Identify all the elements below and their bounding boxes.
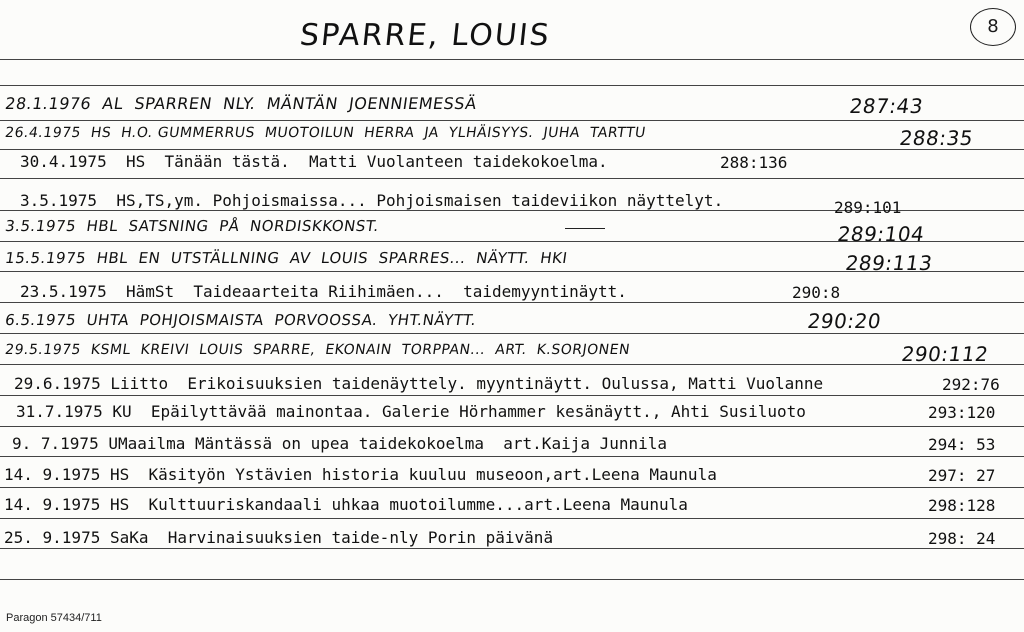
card-entry-15: 25. 9.1975 SaKa Harvinaisuuksien taide-nly Porin päivänä <box>4 528 554 547</box>
ruled-line <box>0 333 1024 334</box>
entry-ref-4: 289:101 <box>834 198 902 217</box>
card-entry-11: 31.7.1975 KU Epäilyttävää mainontaa. Galerie Hörhammer kesänäytt., Ahti Susiluoto <box>16 402 806 421</box>
card-entry-3: 30.4.1975 HS Tänään tästä. Matti Vuolanteen taidekokoelma. <box>20 152 608 171</box>
entry-ref-8: 290:20 <box>806 309 883 333</box>
ruled-line <box>0 85 1024 86</box>
card-entry-4: 3.5.1975 HS,TS,ym. Pohjoismaissa... Pohjoismaisen taideviikon näyttelyt. <box>20 191 724 210</box>
ruled-line <box>0 518 1024 519</box>
entry-ref-9: 290:112 <box>900 342 990 366</box>
ruled-line <box>0 395 1024 396</box>
card-entry-12: 9. 7.1975 UMaailma Mäntässä on upea taidekokoelma art.Kaija Junnila <box>12 434 668 453</box>
ruled-line <box>0 548 1024 549</box>
entry-ref-1: 287:43 <box>848 94 925 118</box>
card-entry-5: 3.5.1975 HBL SATSNING PÅ NORDISKKONST. <box>4 217 381 235</box>
entry-ref-6: 289:113 <box>844 251 934 275</box>
card-title: SPARRE, LOUIS <box>298 18 553 53</box>
entry-ref-14: 298:128 <box>928 496 996 515</box>
entry-ref-7: 290:8 <box>792 283 841 302</box>
entry-ref-12: 294: 53 <box>928 435 996 454</box>
ruled-line <box>0 456 1024 457</box>
card-entry-6: 15.5.1975 HBL EN UTSTÄLLNING AV LOUIS SPARRES... NÄYTT. HKI <box>4 249 569 267</box>
entry-ref-3: 288:136 <box>720 153 788 172</box>
card-entry-8: 6.5.1975 UHTA POHJOISMAISTA PORVOOSSA. YHT.NÄYTT. <box>4 311 478 329</box>
card-entry-9: 29.5.1975 KSML KREIVI LOUIS SPARRE, EKONAIN TORPPAN... ART. K.SORJONEN <box>4 342 632 358</box>
entry-ref-11: 293:120 <box>928 403 996 422</box>
card-entry-7: 23.5.1975 HämSt Taideaarteita Riihimäen... taidemyyntinäytt. <box>20 282 627 301</box>
entry-ref-2: 288:35 <box>898 126 975 150</box>
entry-ref-10: 292:76 <box>942 375 1000 394</box>
card-entry-13: 14. 9.1975 HS Käsityön Ystävien historia kuuluu museoon,art.Leena Maunula <box>4 465 717 484</box>
card-entry-10: 29.6.1975 Liitto Erikoisuuksien taidenäyttely. myyntinäytt. Oulussa, Matti Vuolanne <box>14 374 824 393</box>
ruled-line <box>0 120 1024 121</box>
card-number-circle: 8 <box>970 8 1016 46</box>
ruled-line <box>0 149 1024 150</box>
dash-mark <box>565 228 605 229</box>
card-footer: Paragon 57434/711 <box>6 612 102 624</box>
ruled-line <box>0 364 1024 365</box>
ruled-line <box>0 426 1024 427</box>
ruled-line <box>0 487 1024 488</box>
entry-ref-13: 297: 27 <box>928 466 996 485</box>
card-entry-2: 26.4.1975 HS H.O. GUMMERRUS MUOTOILUN HERRA JA YLHÄISYYS. JUHA TARTTU <box>4 125 647 141</box>
ruled-line <box>0 178 1024 179</box>
card-entry-1: 28.1.1976 AL SPARREN NLY. MÄNTÄN JOENNIEMESSÄ <box>4 94 479 113</box>
ruled-line <box>0 59 1024 60</box>
ruled-line <box>0 302 1024 303</box>
card-entry-14: 14. 9.1975 HS Kulttuuriskandaali uhkaa muotoilumme...art.Leena Maunula <box>4 495 688 514</box>
entry-ref-5: 289:104 <box>836 222 926 246</box>
entry-ref-15: 298: 24 <box>928 529 996 548</box>
ruled-line <box>0 579 1024 580</box>
